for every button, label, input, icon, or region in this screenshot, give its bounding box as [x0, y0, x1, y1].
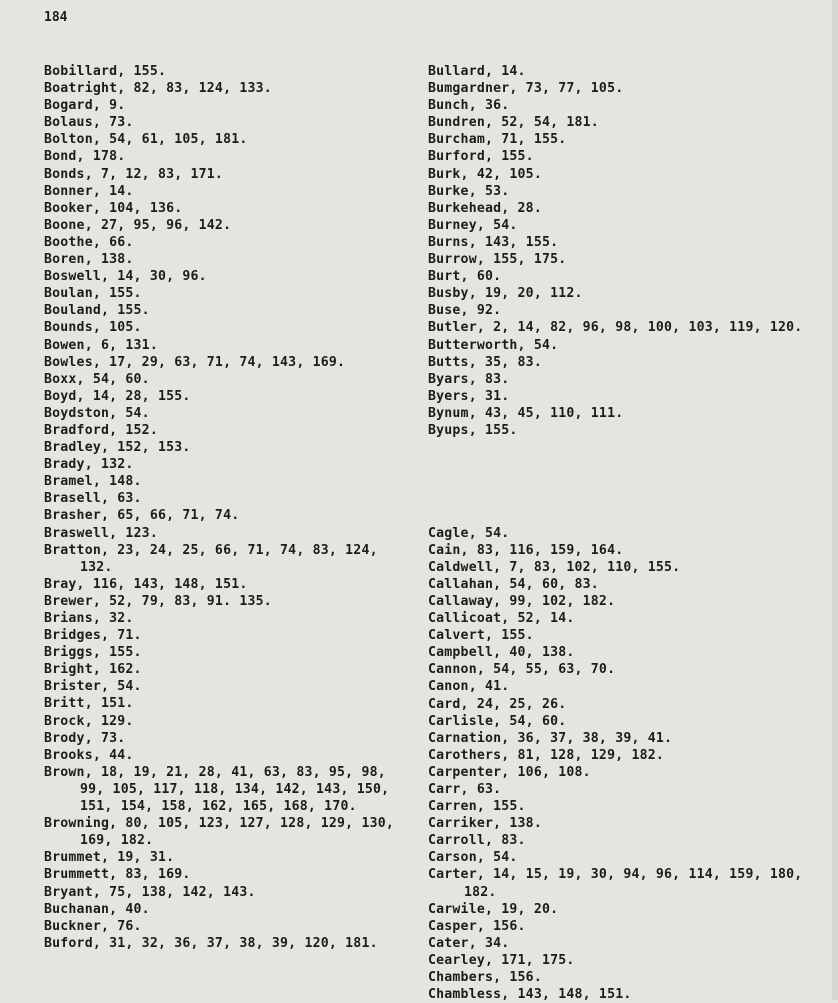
index-entry: Byars, 83. [428, 371, 510, 387]
index-entry: Boone, 27, 95, 96, 142. [44, 217, 232, 233]
index-entry: Byups, 155. [428, 422, 518, 438]
index-entry: Burcham, 71, 155. [428, 132, 567, 148]
index-entry: Bolton, 54, 61, 105, 181. [44, 132, 248, 148]
index-entry: Boulan, 155. [44, 286, 142, 302]
index-entry: Burney, 54. [428, 217, 518, 233]
index-entry: Bolaus, 73. [44, 115, 134, 131]
index-entry: Brians, 32. [44, 611, 134, 626]
index-entry: Burk, 42, 105. [428, 166, 542, 182]
letter-section-gap [428, 439, 808, 525]
index-entry: Bradley, 152, 153. [44, 440, 191, 456]
index-entry: Bynum, 43, 45, 110, 111. [428, 405, 624, 421]
index-entry: Burkehead, 28. [428, 200, 542, 216]
index-entry: Boswell, 14, 30, 96. [44, 269, 207, 285]
index-entry: Canon, 41. [428, 679, 510, 695]
index-entry: Carr, 63. [428, 781, 502, 797]
index-entry: Bundren, 52, 54, 181. [428, 115, 599, 131]
index-entry: Brady, 132. [44, 457, 134, 473]
index-entry: Carter, 14, 15, 19, 30, 94, 96, 114, 159, 180, 182. [428, 867, 803, 900]
index-entry: Bond, 178. [44, 149, 126, 165]
index-entry: Bowles, 17, 29, 63, 71, 74, 143, 169. [44, 354, 346, 370]
index-entry: Britt, 151. [44, 696, 134, 712]
index-entry: Bowen, 6, 131. [44, 337, 158, 353]
index-entry: Brasher, 65, 66, 71, 74. [44, 508, 240, 524]
index-entry: Carroll, 83. [428, 833, 526, 849]
index-column-left [44, 63, 414, 952]
index-entry: Burt, 60. [428, 269, 502, 285]
page-number: 184 [44, 10, 68, 25]
index-entry: Bobillard, 155. [44, 64, 167, 79]
index-entry: Bounds, 105. [44, 320, 142, 336]
index-entry: Bunch, 36. [428, 98, 510, 114]
index-entry: Cain, 83, 116, 159, 164. [428, 542, 624, 558]
index-entry: Buse, 92. [428, 303, 502, 319]
index-entry: Boothe, 66. [44, 234, 134, 250]
index-entry: Bray, 116, 143, 148, 151. [44, 576, 248, 592]
index-entry: Brister, 54. [44, 679, 142, 695]
index-entry: Buchanan, 40. [44, 901, 150, 917]
index-column-right [428, 63, 808, 1003]
index-entry: Boyd, 14, 28, 155. [44, 388, 191, 404]
index-entry: Carwile, 19, 20. [428, 901, 559, 917]
index-entry: Cearley, 171, 175. [428, 952, 575, 968]
index-entry: Bumgardner, 73, 77, 105. [428, 81, 624, 97]
index-entry: Butler, 2, 14, 82, 96, 98, 100, 103, 119, 120. [428, 320, 803, 336]
index-entry: Bogard, 9. [44, 98, 126, 114]
index-entry: Brasell, 63. [44, 491, 142, 507]
index-entry: Chambless, 143, 148, 151. [428, 987, 632, 1003]
index-entry: Brewer, 52, 79, 83, 91. 135. [44, 593, 272, 609]
index-entry: Calvert, 155. [428, 628, 534, 644]
index-entry: Butts, 35, 83. [428, 354, 542, 370]
index-entry: Brock, 129. [44, 713, 134, 729]
index-entry: Bouland, 155. [44, 303, 150, 319]
page-edge [832, 0, 838, 1000]
index-entry: Bonds, 7, 12, 83, 171. [44, 166, 224, 182]
index-entry: Carpenter, 106, 108. [428, 764, 591, 780]
index-entry: Buford, 31, 32, 36, 37, 38, 39, 120, 181. [44, 935, 378, 951]
index-entry: Carren, 155. [428, 799, 526, 815]
index-entry: Campbell, 40, 138. [428, 645, 575, 661]
index-entry: Bradford, 152. [44, 422, 158, 438]
index-entry: Bratton, 23, 24, 25, 66, 71, 74, 83, 124, 132. [44, 542, 378, 575]
index-entry: Bullard, 14. [428, 64, 526, 79]
index-entry: Carson, 54. [428, 850, 518, 866]
index-entry: Bright, 162. [44, 662, 142, 678]
index-entry: Cagle, 54. [428, 525, 510, 541]
index-entry: Braswell, 123. [44, 525, 158, 541]
index-entry: Boydston, 54. [44, 405, 150, 421]
index-entry: Carnation, 36, 37, 38, 39, 41. [428, 730, 673, 746]
index-entry: Casper, 156. [428, 918, 526, 934]
index-entry: Cater, 34. [428, 935, 510, 951]
index-entry: Bramel, 148. [44, 474, 142, 490]
index-entry: Butterworth, 54. [428, 337, 559, 353]
index-entry: Brooks, 44. [44, 747, 134, 763]
index-entry: Card, 24, 25, 26. [428, 696, 567, 712]
index-entry: Brummet, 19, 31. [44, 850, 175, 866]
index-entry: Callaway, 99, 102, 182. [428, 593, 616, 609]
index-entry: Byers, 31. [428, 388, 510, 404]
index-entry: Cannon, 54, 55, 63, 70. [428, 662, 616, 678]
index-entry: Bonner, 14. [44, 183, 134, 199]
index-entry: Caldwell, 7, 83, 102, 110, 155. [428, 559, 681, 575]
index-entry: Burford, 155. [428, 149, 534, 165]
index-entry: Brody, 73. [44, 730, 126, 746]
index-entry: Briggs, 155. [44, 645, 142, 661]
index-entry: Boren, 138. [44, 252, 134, 268]
index-entry: Chambers, 156. [428, 970, 542, 985]
index-entry: Buckner, 76. [44, 918, 142, 934]
index-entry: Callahan, 54, 60, 83. [428, 576, 599, 592]
index-entry: Brummett, 83, 169. [44, 867, 191, 883]
index-entry: Booker, 104, 136. [44, 200, 183, 216]
index-entry: Carlisle, 54, 60. [428, 713, 567, 729]
index-entry: Carothers, 81, 128, 129, 182. [428, 747, 665, 763]
index-entry: Burns, 143, 155. [428, 234, 559, 250]
index-entry: Bridges, 71. [44, 628, 142, 644]
index-entry: Bryant, 75, 138, 142, 143. [44, 884, 256, 900]
index-entry: Burrow, 155, 175. [428, 252, 567, 268]
index-entry: Carriker, 138. [428, 816, 542, 832]
index-entry: Callicoat, 52, 14. [428, 611, 575, 627]
index-entry: Boxx, 54, 60. [44, 371, 150, 387]
index-entry: Browning, 80, 105, 123, 127, 128, 129, 130, 169, 182. [44, 816, 395, 849]
index-entry: Burke, 53. [428, 183, 510, 199]
index-entry: Busby, 19, 20, 112. [428, 286, 583, 302]
index-entry: Boatright, 82, 83, 124, 133. [44, 81, 272, 97]
index-entry: Brown, 18, 19, 21, 28, 41, 63, 83, 95, 98, 99, 105, 117, 118, 134, 142, 143, 150, 151, 154, 158, 162, 165, 168, 170. [44, 764, 390, 815]
